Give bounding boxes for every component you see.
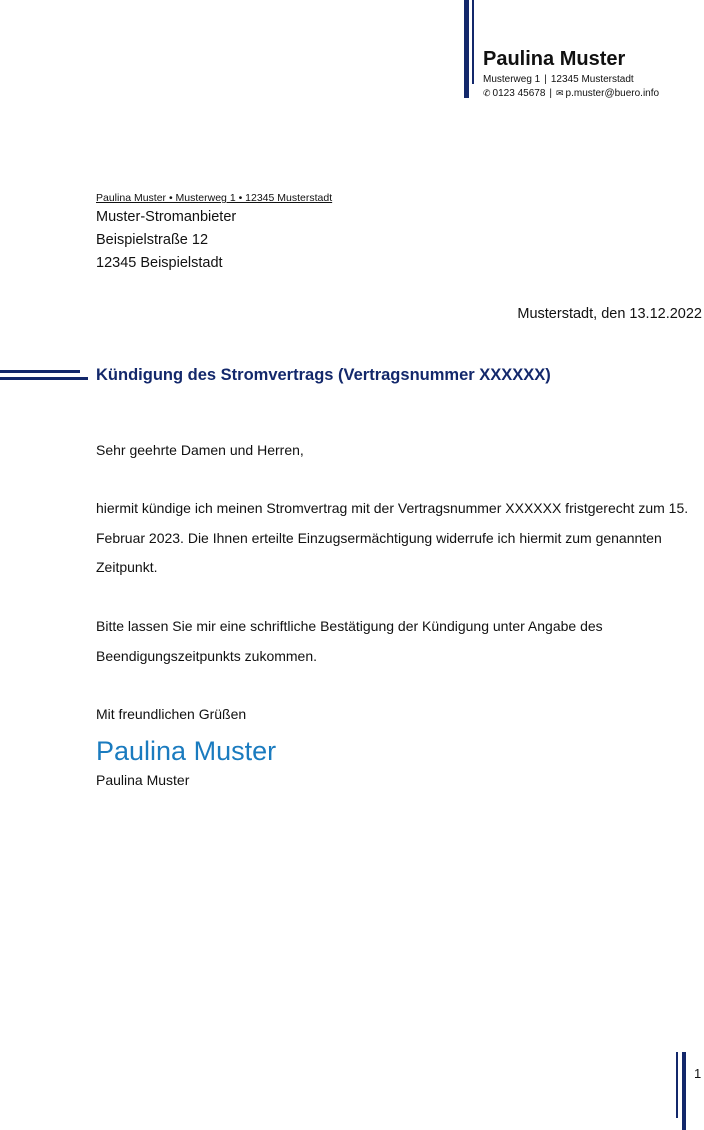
closing: Mit freundlichen Grüßen	[96, 706, 247, 722]
recipient-city: 12345 Beispielstadt	[96, 255, 223, 271]
sender-city: 12345 Musterstadt	[550, 74, 634, 85]
recipient-company: Muster-Stromanbieter	[96, 209, 237, 225]
phone-icon: ✆	[483, 88, 491, 98]
salutation: Sehr geehrte Damen und Herren,	[96, 442, 304, 458]
return-address: Paulina Muster • Musterweg 1 • 12345 Musterstadt	[96, 192, 333, 204]
sender-street: Musterweg 1	[483, 74, 541, 85]
separator: |	[544, 74, 547, 85]
subject-accent-line-top	[0, 370, 80, 373]
signature: Paulina Muster	[96, 736, 277, 766]
sender-contact	[483, 88, 659, 99]
separator: |	[549, 88, 552, 99]
body-paragraph: hiermit kündige ich meinen Stromvertrag mit der Vertragsnummer XXXXXX fristgerecht zum 15. Februar 2023. Die Ihnen erteilte Einzugsermächtigung widerrufe ich hiermit zum genannten Zeitpunkt.	[96, 500, 689, 575]
letter-date: Musterstadt, den 13.12.2022	[517, 306, 702, 322]
letter-subject: Kündigung des Stromvertrags (Vertragsnummer XXXXXX)	[96, 366, 551, 384]
sender-email[interactable]: p.muster@buero.info	[565, 88, 660, 99]
footer-accent-bar-thin	[676, 1052, 678, 1118]
header-accent-bar-thick	[464, 0, 469, 98]
sender-phone: 0123 45678	[492, 88, 546, 99]
mail-icon: ✉	[556, 88, 564, 98]
recipient-street: Beispielstraße 12	[96, 232, 209, 248]
body-paragraph: Bitte lassen Sie mir eine schriftliche Bestätigung der Kündigung unter Angabe des Beendigungszeitpunkts zukommen.	[96, 618, 603, 664]
sender-name: Paulina Muster	[483, 48, 626, 70]
footer-accent-bar-thick	[682, 1052, 686, 1130]
signed-name: Paulina Muster	[96, 772, 190, 788]
page-number: 1	[694, 1066, 702, 1081]
sender-address	[483, 74, 634, 85]
header-accent-bar-thin	[472, 0, 474, 84]
subject-accent-line-bottom	[0, 377, 88, 380]
